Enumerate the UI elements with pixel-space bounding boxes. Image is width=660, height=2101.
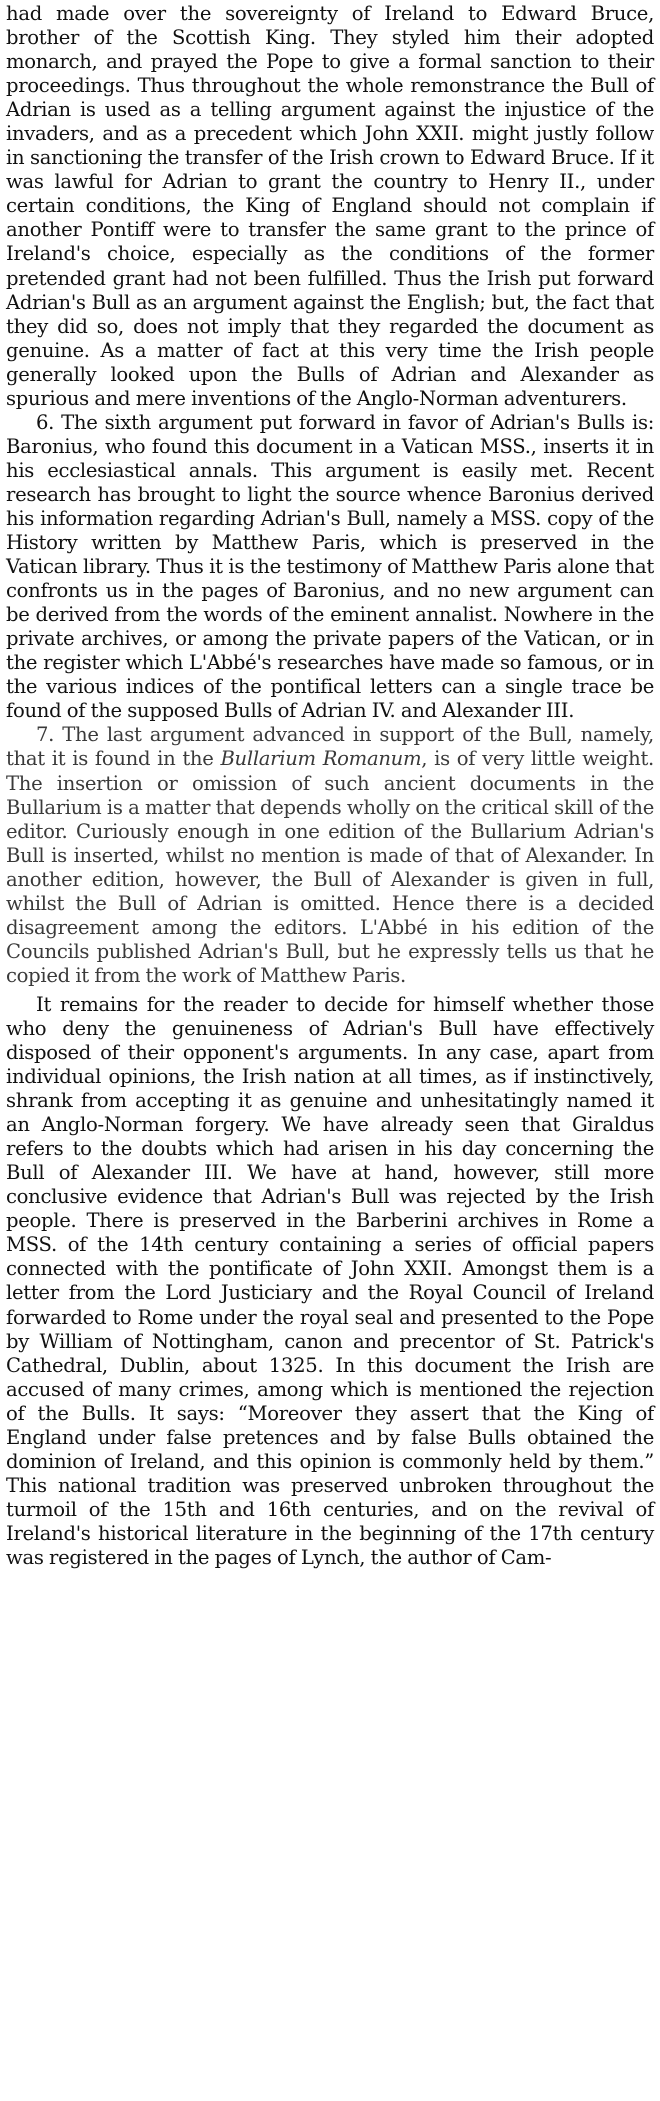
bullarium-romanum-title: Bullarium Romanum xyxy=(220,747,422,771)
text-column xyxy=(6,2,654,1570)
paragraph-continuation xyxy=(6,2,654,411)
paragraph-last-argument xyxy=(6,723,654,988)
paragraph-sixth-argument xyxy=(6,411,654,724)
paragraph-1-text: had made over the sovereignty of Ireland to Edward Bruce, brother of the Scottish King. They styled him their adopted monarch, and prayed the Pope to give a formal sanction to their proceedings. Thus throughout the whole remonstrance the Bull of Adrian is used as a telling argument against the injustice of the invaders, and as a precedent which John XXII. might justly follow in sanctioning the transfer of the Irish crown to Edward Bruce. If it was lawful for Adrian to grant the country to Henry II., under certain conditions, the King of England should not complain if another Pontiff were to transfer the same grant to the prince of Ireland's choice, especially as the conditions of the former pretended grant had not been fulfilled. Thus the Irish put forward Adrian's Bull as an argument against the English; but, the fact that they did so, does not imply that they regarded the document as genuine. As a matter of fact at this very time the Irish people generally looked upon the Bulls of Adrian and Alexander as spurious and mere inventions of the Anglo-Norman adventurers. xyxy=(6,2,654,410)
paragraph-3-text-end: , is of very little weight. The insertion or omission of such ancient documents in the Bullarium is a matter that depends wholly on the critical skill of the editor. Curiously enough in one edition of the Bullarium Adrian's Bull is inserted, whilst no mention is made of that of Alexander. In another edition, however, the Bull of Alexander is given in full, whilst the Bull of Adrian is omitted. Hence there is a decided disagreement among the editors. L'Abbé in his edition of the Councils published Adrian's Bull, but he expressly tells us that he copied it from the work of Matthew Paris. xyxy=(6,747,654,987)
paragraph-4-text: It remains for the reader to decide for himself whether those who deny the genuineness of Adrian's Bull have effectively disposed of their opponent's arguments. In any case, apart from individual opinions, the Irish nation at all times, as if instinctively, shrank from accepting it as genuine and unhesitatingly named it an Anglo-Norman forgery. We have already seen that Giraldus refers to the doubts which had arisen in his day concerning the Bull of Alexander III. We have at hand, however, still more conclusive evidence that Adrian's Bull was rejected by the Irish people. There is preserved in the Barberini archives in Rome a MSS. of the 14th century containing a series of official papers connected with the pontificate of John XXII. Amongst them is a letter from the Lord Justiciary and the Royal Council of Ireland forwarded to Rome under the royal seal and presented to the Pope by William of Nottingham, canon and precentor of St. Patrick's Cathedral, Dublin, about 1325. In this document the Irish are accused of many crimes, among which is mentioned the rejection of the Bulls. It says: “Moreover they assert that the King of England under false pretences and by false Bulls obtained the dominion of Ireland, and this opinion is commonly held by them.” This national tradition was preserved unbroken throughout the turmoil of the 15th and 16th centuries, and on the revival of Ireland's historical literature in the beginning of the 17th century was registered in the pages of Lynch, the author of Cam- xyxy=(6,992,654,1569)
paragraph-conclusion xyxy=(6,993,654,1570)
paragraph-2-text: 6. The sixth argument put forward in favor of Adrian's Bulls is: Baronius, who found this document in a Vatican MSS., inserts it in his ecclesiastical annals. This argument is easily met. Recent research has brought to light the source whence Baronius derived his information regarding Adrian's Bull, namely a MSS. copy of the History written by Matthew Paris, which is preserved in the Vatican library. Thus it is the testimony of Matthew Paris alone that confronts us in the pages of Baronius, and no new argument can be derived from the words of the eminent annalist. Nowhere in the private archives, or among the private papers of the Vatican, or in the register which L'Abbé's researches have made so famous, or in the various indices of the pontifical letters can a single trace be found of the supposed Bulls of Adrian IV. and Alexander III. xyxy=(6,410,654,723)
paragraph-3-text-start: 7. The last argument advanced in support of the Bull, namely, that it is found in the xyxy=(6,723,654,771)
